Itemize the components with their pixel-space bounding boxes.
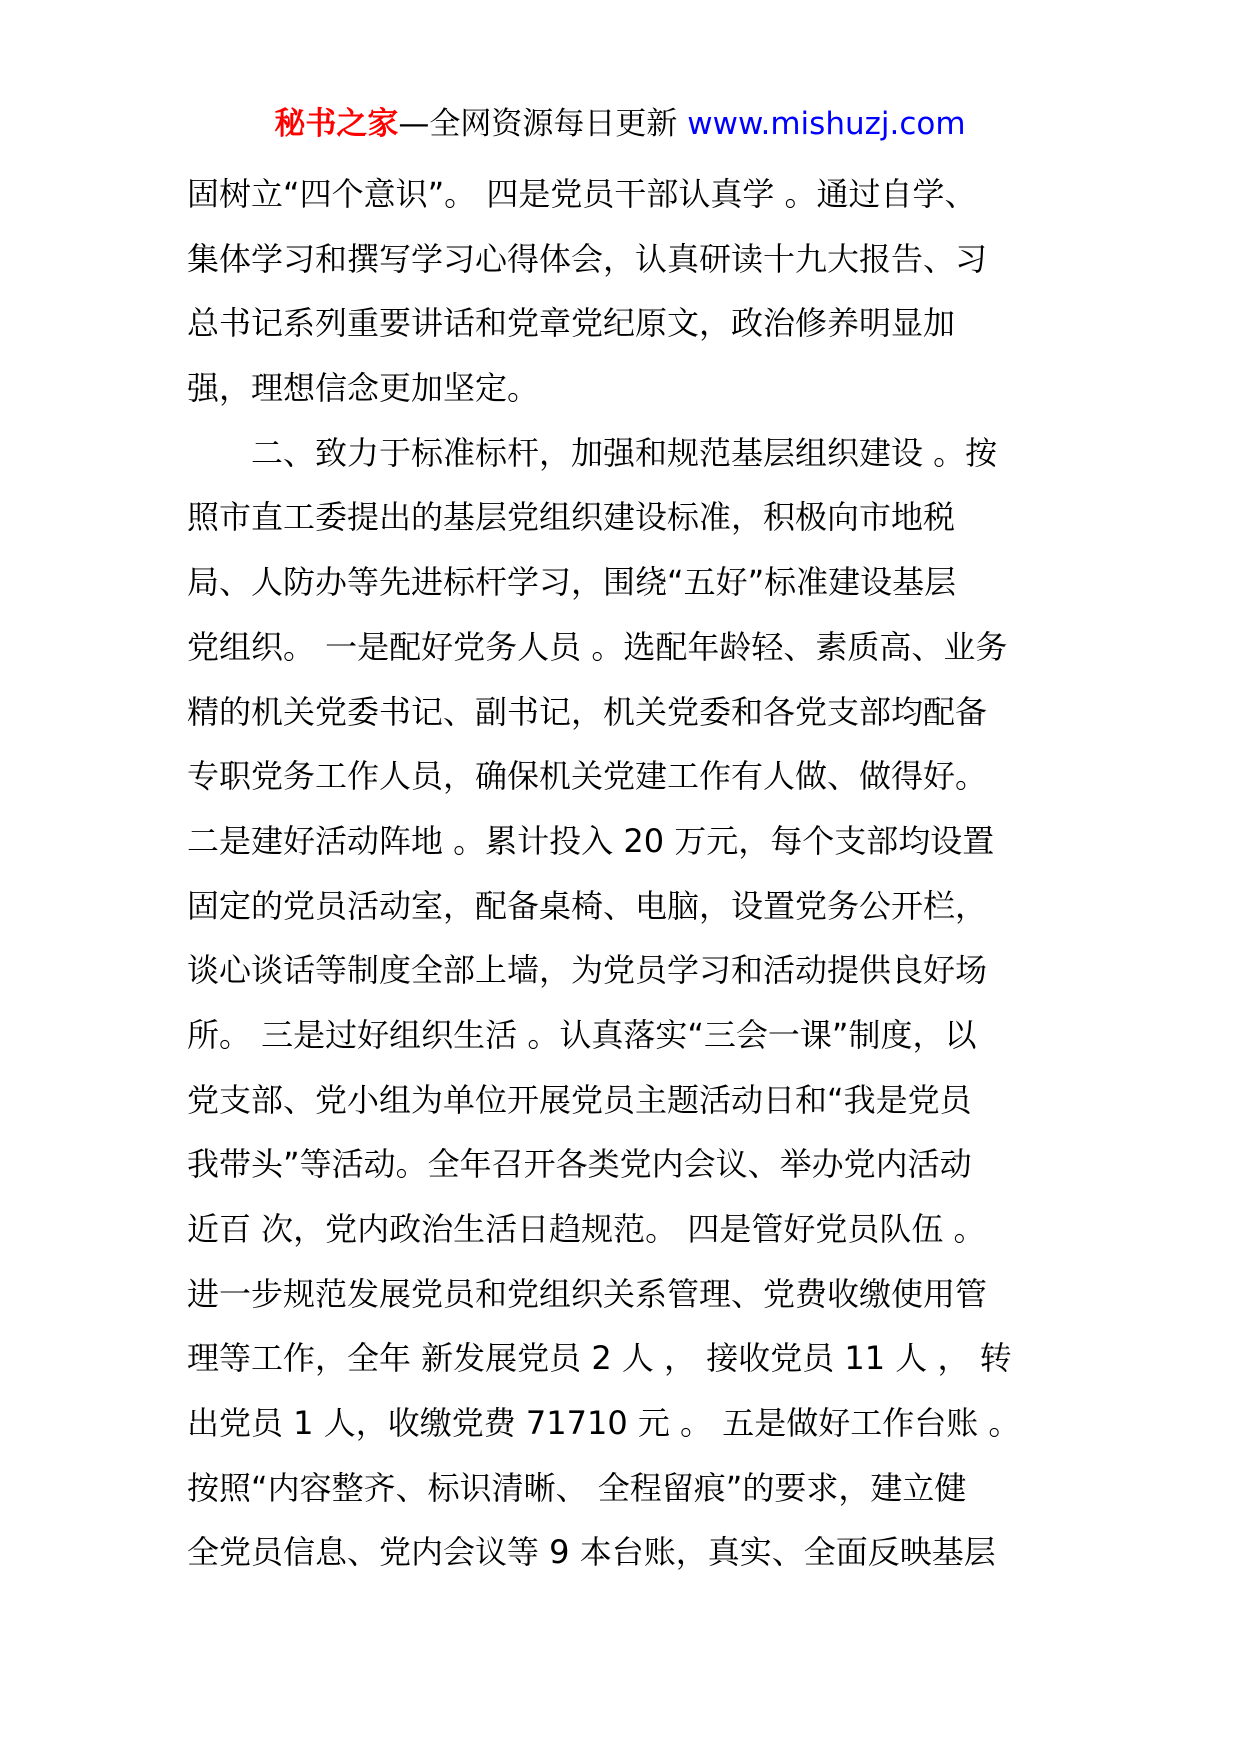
- site-slogan: —全网资源每日更新: [398, 106, 678, 142]
- text-line: 精的机关党委书记、副书记，机关党委和各党支部均配备: [187, 692, 988, 731]
- text-line: 固树立“四个意识”。 四是党员干部认真学 。通过自学、: [187, 175, 977, 213]
- site-url[interactable]: www.mishuzj.com: [687, 106, 966, 142]
- document-body: [187, 162, 1057, 1585]
- text-line: 按照“内容整齐、标识清晰、 全程留痕”的要求，建立健: [187, 1468, 967, 1507]
- text-line: 理等工作，全年 新发展党员 2 人 ， 接收党员 11 人 ， 转: [187, 1339, 1012, 1378]
- site-header: [0, 98, 1240, 150]
- text-line: 党支部、党小组为单位开展党员主题活动日和“我是党员: [187, 1080, 972, 1119]
- text-line: 我带头”等活动。全年召开各类党内会议、举办党内活动: [187, 1145, 972, 1184]
- text-line: 二是建好活动阵地 。累计投入 20 万元，每个支部均设置: [187, 821, 995, 860]
- text-line: 专职党务工作人员，确保机关党建工作有人做、做得好。: [187, 757, 988, 796]
- text-line: 集体学习和撰写学习心得体会，认真研读十九大报告、习: [187, 239, 988, 278]
- text-line: 全党员信息、党内会议等 9 本台账，真实、全面反映基层: [187, 1533, 996, 1572]
- site-brand: 秘书之家: [274, 106, 399, 142]
- text-line: 进一步规范发展党员和党组织关系管理、党费收缴使用管: [187, 1274, 988, 1313]
- text-line: 局、人防办等先进标杆学习，围绕“五好”标准建设基层: [187, 563, 957, 602]
- text-line: 谈心谈话等制度全部上墙，为党员学习和活动提供良好场: [187, 951, 988, 990]
- text-line: 出党员 1 人，收缴党费 71710 元 。 五是做好工作台账 。: [187, 1404, 1021, 1443]
- text-line: 所。 三是过好组织生活 。认真落实“三会一课”制度，以: [187, 1015, 977, 1054]
- text-line: 党组织。 一是配好党务人员 。选配年龄轻、素质高、业务: [187, 627, 1008, 666]
- text-line: 照市直工委提出的基层党组织建设标准，积极向市地税: [187, 498, 956, 537]
- section-heading-line: 二、致力于标准标杆，加强和规范基层组织建设 。按: [251, 433, 998, 472]
- text-line: 总书记系列重要讲话和党章党纪原文，政治修养明显加: [187, 304, 956, 343]
- text-line: 固定的党员活动室，配备桌椅、电脑，设置党务公开栏，: [187, 886, 988, 925]
- text-line: 强，理想信念更加坚定。: [187, 369, 540, 408]
- text-line: 近百 次，党内政治生活日趋规范。 四是管好党员队伍 。: [187, 1210, 986, 1248]
